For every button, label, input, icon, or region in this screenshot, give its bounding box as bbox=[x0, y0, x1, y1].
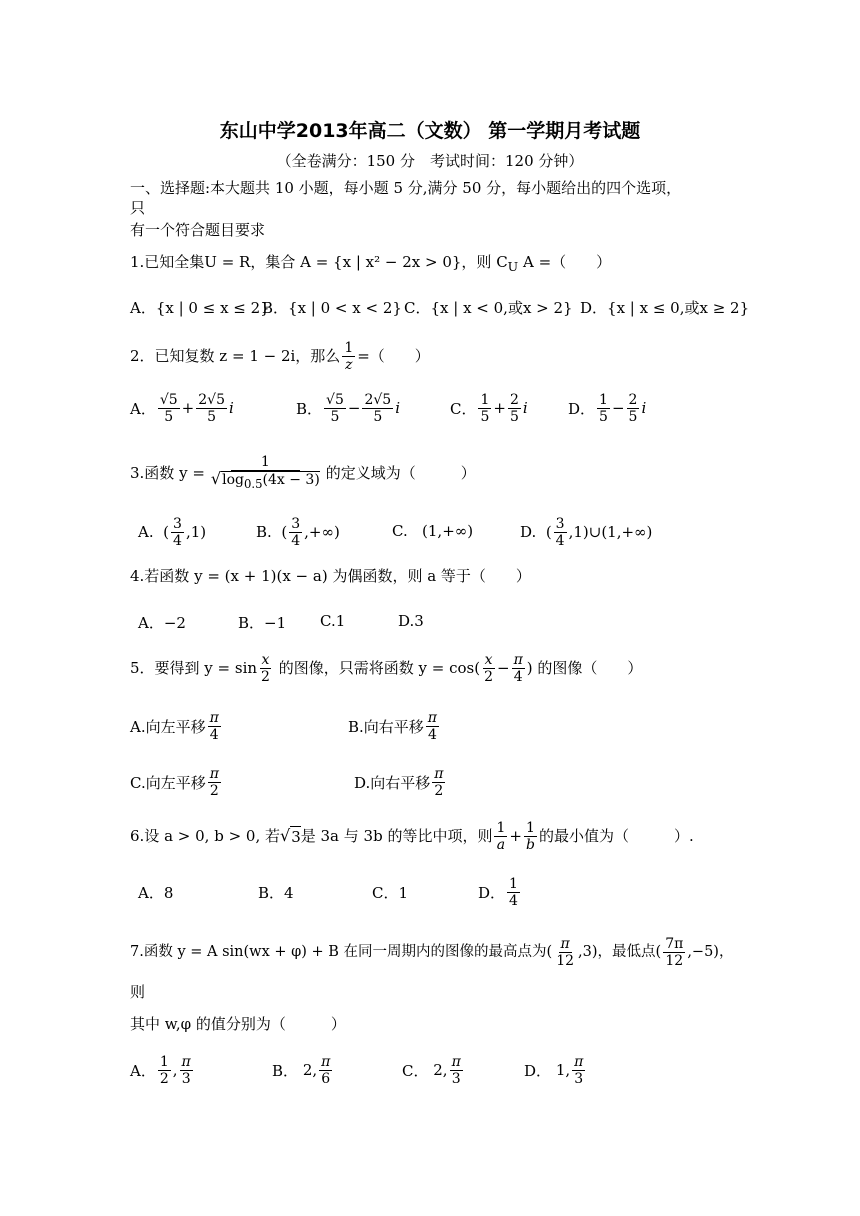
q5-d-label: D.向右平移 bbox=[354, 773, 431, 792]
frac-den: 4 bbox=[291, 532, 301, 549]
q3-a-frac bbox=[171, 516, 184, 549]
q7-option-d bbox=[524, 1050, 587, 1090]
q7-c-frac bbox=[450, 1054, 463, 1087]
frac-den: 5 bbox=[207, 408, 217, 425]
frac-num: 1 bbox=[159, 1053, 169, 1070]
q5-b-label: B.向右平移 bbox=[348, 717, 424, 736]
q7-b-frac bbox=[319, 1054, 332, 1087]
q2-b-frac1 bbox=[324, 392, 346, 425]
frac-den: 2 bbox=[159, 1070, 169, 1087]
q5-frac-x2b bbox=[482, 652, 495, 685]
frac-num: π bbox=[209, 709, 219, 726]
frac-num: π bbox=[513, 651, 523, 668]
frac-num: 7π bbox=[665, 935, 684, 952]
q3-c-value: (1,+∞) bbox=[422, 522, 474, 540]
q5-b-frac bbox=[426, 710, 439, 743]
q2-stem-text: 2．已知复数 z = 1 − 2i，那么 bbox=[130, 347, 341, 365]
q2-b-op: − bbox=[347, 399, 361, 417]
frac-den: 2 bbox=[484, 668, 494, 685]
q2-b-i: i bbox=[395, 399, 400, 417]
frac-num: π bbox=[181, 1053, 191, 1070]
frac-num: 2√5 bbox=[198, 391, 225, 408]
q4-option-c: C.1 bbox=[320, 612, 346, 630]
q7-a-label: A． bbox=[130, 1061, 156, 1080]
q2-c-op: + bbox=[493, 399, 506, 417]
q7-continuation: 则 bbox=[130, 983, 146, 1001]
q2-d-frac2 bbox=[627, 392, 640, 425]
frac-num: √5 bbox=[159, 391, 178, 408]
q3-d-tail: ,1)∪(1,+∞) bbox=[568, 523, 653, 541]
sqrt-icon: √ bbox=[280, 826, 291, 845]
q3-fraction bbox=[209, 454, 322, 492]
q5-minus: − bbox=[497, 659, 510, 677]
question-7-stem bbox=[130, 932, 733, 972]
q6-radicand: 3 bbox=[291, 827, 301, 846]
q1-subscript: U bbox=[507, 259, 519, 274]
q7-stem-text: 7.函数 y = A sin(wx + φ) + B 在同一周期内的图像的最高点为( bbox=[130, 944, 553, 960]
q2-option-b bbox=[296, 388, 400, 428]
q5-a-label: A.向左平移 bbox=[130, 717, 206, 736]
frac-den: 5 bbox=[628, 408, 638, 425]
q7-point2-tail: ,−5)， bbox=[687, 944, 734, 960]
frac-num: 1 bbox=[480, 391, 490, 408]
frac-den: 4 bbox=[513, 668, 523, 685]
q3-b-frac bbox=[289, 516, 302, 549]
frac-num: π bbox=[209, 765, 219, 782]
page-title: 东山中学2013年高二（文数） 第一学期月考试题 bbox=[219, 120, 641, 142]
frac-den: 3 bbox=[574, 1070, 584, 1087]
q2-d-op: − bbox=[611, 399, 625, 417]
q1-option-d: D．{x | x ≤ 0,或x ≥ 2} bbox=[580, 299, 750, 317]
q2-c-frac2 bbox=[508, 392, 521, 425]
q3-frac-den bbox=[209, 471, 322, 492]
question-4-stem: 4.若函数 y = (x + 1)(x − a) 为偶函数，则 a 等于（ ） bbox=[130, 567, 531, 585]
q6-d-label: D． bbox=[478, 883, 506, 902]
q7-option-a bbox=[130, 1050, 195, 1090]
q7-frac-p2 bbox=[663, 936, 685, 969]
frac-den: 2 bbox=[261, 668, 270, 685]
q2-b-frac2 bbox=[362, 392, 393, 425]
frac-den: 6 bbox=[321, 1070, 331, 1087]
frac-den: 3 bbox=[181, 1070, 191, 1087]
q2-d-i: i bbox=[641, 399, 647, 417]
frac-num: π bbox=[434, 765, 444, 782]
frac-num: π bbox=[560, 935, 570, 952]
q6-plus: + bbox=[509, 827, 522, 845]
q7-b-pre: 2, bbox=[302, 1061, 318, 1079]
q4-option-b: B．−1 bbox=[238, 614, 287, 632]
q5-option-a bbox=[130, 706, 223, 746]
question-5-stem bbox=[130, 648, 642, 688]
q2-option-a bbox=[130, 388, 234, 428]
q3-stem-text: 3.函数 y = bbox=[130, 464, 205, 482]
q4-option-d: D.3 bbox=[398, 612, 424, 630]
q5-stem-middle: 的图像，只需将函数 y = cos( bbox=[278, 659, 481, 677]
frac-num: 3 bbox=[555, 515, 565, 532]
q5-option-c bbox=[130, 762, 223, 802]
q5-option-d bbox=[354, 762, 447, 802]
q1-option-b: B．{x | 0 < x < 2} bbox=[262, 299, 402, 317]
section-heading-line2: 只 bbox=[130, 199, 146, 217]
q6-option-b: B．4 bbox=[258, 884, 294, 902]
q6-stem-tail: 的最小值为（ ）. bbox=[538, 827, 694, 845]
frac-den: 12 bbox=[556, 952, 575, 969]
sqrt-icon: √ bbox=[210, 469, 222, 489]
frac-num: π bbox=[451, 1053, 461, 1070]
q3-a-tail: ,1) bbox=[185, 523, 207, 541]
frac-num: 2√5 bbox=[364, 391, 392, 408]
frac-den: 5 bbox=[373, 408, 383, 425]
q5-a-frac bbox=[208, 710, 221, 743]
q5-d-frac bbox=[432, 766, 445, 799]
q2-c-frac1 bbox=[478, 392, 491, 425]
q3-stem-tail: 的定义域为（ ） bbox=[325, 464, 476, 482]
q3-log: log bbox=[222, 472, 244, 489]
frac-num: 2 bbox=[509, 391, 519, 408]
q7-c-label: C． bbox=[402, 1061, 429, 1080]
q5-c-label: C.向左平移 bbox=[130, 773, 206, 792]
q2-a-frac1 bbox=[158, 392, 180, 425]
frac-num: 1 bbox=[496, 819, 506, 836]
q2-option-d bbox=[568, 388, 646, 428]
q7-point1-tail: ,3)，最低点( bbox=[578, 944, 662, 960]
q3-b-tail: ,+∞) bbox=[304, 523, 340, 541]
q3-option-a bbox=[138, 512, 206, 552]
frac-den: 4 bbox=[209, 726, 219, 743]
q2-a-frac2 bbox=[196, 392, 227, 425]
frac-num: 1 bbox=[599, 391, 608, 408]
frac-den: 4 bbox=[555, 532, 565, 549]
q7-option-b bbox=[272, 1050, 334, 1090]
q7-a-comma: , bbox=[172, 1061, 178, 1079]
q5-frac-pi4 bbox=[512, 652, 525, 685]
q7-d-label: D． bbox=[524, 1061, 552, 1080]
frac-den: 2 bbox=[209, 782, 219, 799]
q3-option-d bbox=[520, 512, 652, 552]
q6-frac-a bbox=[494, 820, 507, 853]
frac-den: a bbox=[496, 836, 506, 853]
q3-frac-num: 1 bbox=[231, 454, 300, 471]
exam-info: （全卷满分：150 分 考试时间：120 分钟） bbox=[276, 152, 584, 170]
q3-b-label: B. bbox=[256, 523, 272, 541]
q2-a-op: + bbox=[181, 399, 195, 417]
q1-option-a: A．{x | 0 ≤ x ≤ 2} bbox=[130, 299, 270, 317]
frac-den: b bbox=[525, 836, 535, 853]
q7-d-frac bbox=[572, 1054, 585, 1087]
q6-stem-text: 6.设 a > 0, b > 0, 若 bbox=[130, 827, 280, 845]
question-3-stem bbox=[130, 450, 476, 496]
q5-option-b bbox=[348, 706, 441, 746]
frac-num: 1 bbox=[509, 875, 518, 892]
q2-stem-tail: =（ ） bbox=[357, 347, 430, 365]
frac-num: 1 bbox=[525, 819, 535, 836]
frac-den: 12 bbox=[665, 952, 684, 969]
q2-d-frac1 bbox=[597, 392, 610, 425]
q6-option-a: A．8 bbox=[138, 884, 174, 902]
frac-den: 4 bbox=[427, 726, 437, 743]
q5-frac-x2 bbox=[259, 652, 272, 685]
frac-num: 3 bbox=[173, 515, 182, 532]
q2-frac-num: 1 bbox=[344, 339, 354, 356]
frac-den: 5 bbox=[330, 408, 340, 425]
frac-num: √5 bbox=[326, 391, 344, 408]
q5-c-frac bbox=[208, 766, 221, 799]
q1-option-c: C．{x | x < 0,或x > 2} bbox=[404, 299, 573, 317]
q2-fraction bbox=[342, 340, 355, 373]
question-6-stem bbox=[130, 816, 694, 856]
q3-b-open: ( bbox=[281, 523, 288, 541]
q3-a-label: A. bbox=[138, 523, 154, 541]
question-2-stem bbox=[130, 338, 430, 374]
frac-num: x bbox=[261, 651, 270, 668]
frac-den: 5 bbox=[480, 408, 490, 425]
q7-a-frac1 bbox=[158, 1054, 171, 1087]
frac-den: 4 bbox=[173, 532, 182, 549]
q1-stem-text: 1.已知全集U = R，集合 A = {x | x² − 2x > 0}，则 C bbox=[130, 253, 508, 271]
frac-den: 5 bbox=[509, 408, 519, 425]
q2-b-label: B． bbox=[296, 399, 323, 418]
frac-num: π bbox=[321, 1053, 331, 1070]
question-1-stem bbox=[130, 252, 611, 277]
q5-stem-tail: ) 的图像（ ） bbox=[526, 659, 643, 677]
q2-frac-den: z bbox=[345, 356, 353, 373]
frac-den: 2 bbox=[434, 782, 444, 799]
q6-option-d bbox=[478, 872, 522, 912]
frac-num: x bbox=[484, 651, 493, 668]
q2-c-i: i bbox=[522, 399, 528, 417]
q7-c-pre: 2, bbox=[433, 1061, 448, 1079]
q6-frac-b bbox=[524, 820, 537, 853]
q1-stem-tail: A =（ ） bbox=[518, 253, 612, 271]
q3-log-base: 0.5 bbox=[243, 476, 263, 491]
q2-option-c bbox=[450, 388, 528, 428]
q3-d-open: ( bbox=[545, 523, 552, 541]
q3-d-label: D. bbox=[520, 523, 537, 541]
q4-option-a: A．−2 bbox=[138, 614, 186, 632]
q6-stem-middle: 是 3a 与 3b 的等比中项，则 bbox=[300, 827, 493, 845]
q5-stem-text: 5．要得到 y = sin bbox=[130, 659, 258, 677]
q2-d-label: D． bbox=[568, 399, 596, 418]
frac-den: 5 bbox=[164, 408, 174, 425]
q3-log-arg: (4x − 3) bbox=[262, 472, 320, 489]
q7-option-c bbox=[402, 1050, 465, 1090]
frac-num: π bbox=[574, 1053, 584, 1070]
q7-d-pre: 1, bbox=[555, 1061, 571, 1079]
q3-option-c bbox=[392, 522, 473, 540]
q2-c-label: C． bbox=[450, 399, 477, 418]
frac-num: π bbox=[427, 709, 437, 726]
q7-frac-p1 bbox=[554, 936, 576, 969]
q2-a-label: A． bbox=[130, 399, 156, 418]
q3-radicand bbox=[221, 471, 320, 491]
q7-a-frac2 bbox=[180, 1054, 193, 1087]
frac-den: 5 bbox=[599, 408, 608, 425]
q3-c-label: C. bbox=[392, 522, 408, 540]
q6-d-frac bbox=[507, 876, 520, 909]
frac-num: 2 bbox=[628, 391, 638, 408]
q6-option-c: C．1 bbox=[372, 884, 409, 902]
q2-a-i: i bbox=[229, 399, 234, 417]
frac-den: 3 bbox=[451, 1070, 461, 1087]
frac-den: 4 bbox=[509, 892, 518, 909]
section-heading-line1: 一、选择题:本大题共 10 小题，每小题 5 分,满分 50 分，每小题给出的四个选项， bbox=[130, 179, 682, 197]
q7-line3: 其中 w,φ 的值分别为（ ） bbox=[130, 1015, 346, 1033]
q7-b-label: B． bbox=[272, 1061, 299, 1080]
q3-d-frac bbox=[554, 516, 567, 549]
q3-option-b bbox=[256, 512, 340, 552]
frac-num: 3 bbox=[291, 515, 301, 532]
q3-a-open: ( bbox=[163, 523, 170, 541]
section-heading-line3: 有一个符合题目要求 bbox=[130, 221, 266, 239]
